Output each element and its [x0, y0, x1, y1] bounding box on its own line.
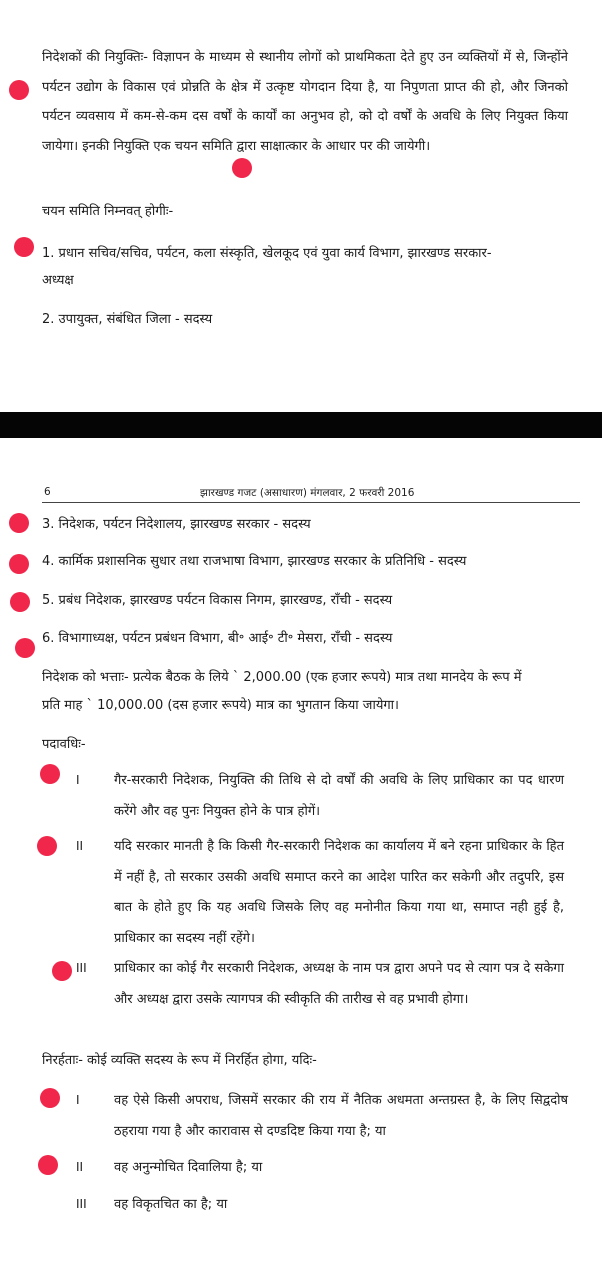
committee-member-1-line-2: अध्यक्ष	[42, 273, 74, 288]
allowance-line-1: निदेशक को भत्ताः- प्रत्येक बैठक के लिये ` 2,000.00 (एक हजार रूपये) मात्र तथा मानदेय के रूप में	[42, 670, 522, 685]
committee-member-5: 5. प्रबंध निदेशक, झारखण्ड पर्यटन विकास निगम, झारखण्ड, राँची - सदस्य	[42, 593, 393, 608]
disqualification-item-text: वह विकृतचित का है; या	[114, 1197, 228, 1212]
committee-member-6: 6. विभागाध्यक्ष, पर्यटन प्रबंधन विभाग, बी॰ आई॰ टी॰ मेसरा, राँची - सदस्य	[42, 631, 393, 646]
page-separator	[0, 412, 602, 438]
marker-dot	[38, 1155, 58, 1175]
committee-member-3: 3. निदेशक, पर्यटन निदेशालय, झारखण्ड सरकार - सदस्य	[42, 517, 311, 532]
roman-numeral: II	[76, 1160, 84, 1174]
committee-member-1-line-1: 1. प्रधान सचिव/सचिव, पर्यटन, कला संस्कृति, खेलकूद एवं युवा कार्य विभाग, झारखण्ड सरकार-	[42, 246, 492, 261]
marker-dot	[37, 836, 57, 856]
document-page-1	[0, 0, 602, 412]
marker-dot	[232, 158, 252, 178]
page-header	[42, 484, 580, 503]
allowance-line-2: प्रति माह ` 10,000.00 (दस हजार रूपये) मात्र का भुगतान किया जायेगा।	[42, 698, 399, 713]
gazette-header-title: झारखण्ड गजट (असाधारण) मंगलवार, 2 फरवरी 2016	[200, 487, 415, 499]
tenure-item-text: यदि सरकार मानती है कि किसी गैर-सरकारी निदेशक का कार्यालय में बने रहना प्राधिकार के हित में नहीं है, तो सरकार उसकी अवधि समाप्त करने का आदेश पारित कर सकेगी और तदुपरि, इस बात के होते हुए कि यह अवधि जिसके लिए वह मनोनीत किया गया था, समाप्त नही हुई है, प्राधिकार का सदस्य नहीं रहेंगे।	[114, 839, 564, 946]
tenure-item-text: गैर-सरकारी निदेशक, नियुक्ति की तिथि से दो वर्षों की अवधि के लिए प्राधिकार का पद धारण करेंगे और वह पुनः नियुक्त होने के पात्र होगें।	[114, 773, 564, 819]
marker-dot	[40, 1088, 60, 1108]
committee-member-4: 4. कार्मिक प्रशासनिक सुधार तथा राजभाषा विभाग, झारखण्ड सरकार के प्रतिनिधि - सदस्य	[42, 554, 467, 569]
document-page-2	[0, 438, 602, 1280]
roman-numeral: III	[76, 1197, 87, 1211]
roman-numeral: III	[76, 961, 87, 975]
disqualification-heading: निरर्हताः- कोई व्यक्ति सदस्य के रूप में निरर्हित होगा, यदिः-	[42, 1053, 317, 1068]
marker-dot	[9, 554, 29, 574]
roman-numeral: I	[76, 1093, 80, 1107]
committee-member-2: 2. उपायुक्त, संबंधित जिला - सदस्य	[42, 312, 213, 327]
roman-numeral: I	[76, 773, 80, 787]
disqualification-item-text: वह ऐसे किसी अपराध, जिसमें सरकार की राय में नैतिक अधमता अन्तग्रस्त है, के लिए सिद्वदोष ठहराया गया है और कारावास से दण्डदिष्ट किया गया है; या	[114, 1093, 568, 1139]
marker-dot	[52, 961, 72, 981]
marker-dot	[40, 764, 60, 784]
tenure-item-text: प्राधिकार का कोई गैर सरकारी निदेशक, अध्यक्ष के नाम पत्र द्वारा अपने पद से त्याग पत्र दे सकेगा और अध्यक्ष द्वारा उसके त्यागपत्र की स्वीकृति की तारीख से वह प्रभावी होगा।	[114, 961, 564, 1007]
marker-dot	[9, 513, 29, 533]
tenure-heading: पदावधिः-	[42, 737, 86, 752]
marker-dot	[9, 80, 29, 100]
roman-numeral: II	[76, 839, 84, 853]
director-appointment-paragraph: निदेशकों की नियुक्तिः- विज्ञापन के माध्यम से स्थानीय लोगों को प्राथमिकता देते हुए उन व्यक्तियों में से, जिन्होंने पर्यटन उद्योग के विकास एवं प्रोन्नति के क्षेत्र में उत्कृष्ट योगदान दिया है, या निपुणता प्राप्त की हो, और जिनको पर्यटन व्यवसाय में कम-से-कम दस वर्षों के कार्यों का अनुभव हो, को दो वर्षों के अवधि के लिए नियुक्त किया जायेगा। इनकी नियुक्ति एक चयन समिति द्वारा साक्षात्कार के आधार पर की जायेगी।	[42, 50, 568, 154]
marker-dot	[10, 592, 30, 612]
selection-committee-heading: चयन समिति निम्नवत् होगीः-	[42, 204, 174, 219]
marker-dot	[14, 237, 34, 257]
marker-dot	[15, 638, 35, 658]
page-number: 6	[44, 486, 51, 498]
disqualification-item-text: वह अनुन्मोचित दिवालिया है; या	[114, 1160, 263, 1175]
